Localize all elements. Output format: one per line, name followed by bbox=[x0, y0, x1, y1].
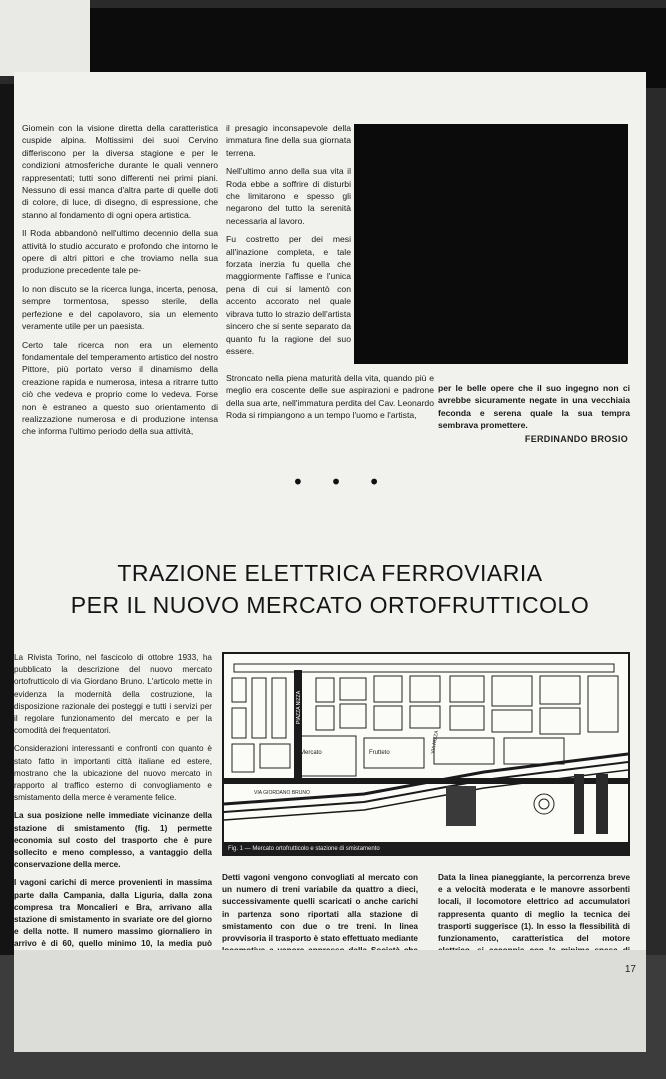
map-label-building: Frutteto bbox=[369, 750, 390, 756]
top-margin bbox=[0, 0, 90, 76]
document-page bbox=[14, 72, 646, 1052]
paragraph: Giomein con la visione diretta della caratteristica cuspide alpina. Moltissimi dei suoi Cervino differiscono per la diversa stagione e per le condizioni atmosferiche durante le quali vennero rappresentati; tutti sono differenti nei primi piani. Nessuno di essi manca d'altra parte di quelle doti di colore, di luce, di disegno, di espressione, che stanno al fondamento di ogni opera artistica. bbox=[22, 123, 218, 220]
author-signature: FERDINANDO BROSIO bbox=[524, 434, 628, 444]
paragraph: il presagio inconsapevole della immatura fine della sua giornata terrena. bbox=[226, 123, 351, 158]
article1-column-2-bottom bbox=[226, 372, 434, 428]
article1-column-3 bbox=[438, 382, 630, 438]
map-caption: Fig. 1 — Mercato ortofrutticolo e stazione di smistamento bbox=[222, 842, 630, 856]
article1-column-1 bbox=[22, 122, 218, 444]
map-label-building: Mercato bbox=[300, 750, 322, 756]
paragraph: Considerazioni interessanti e confronti con quanto è stato fatto in importanti città italiane ed estere, mostrano che la ubicazione del nuovo mercato in rapporto al traffico esterno di convogliamento e smistamento della merce è veramente felice. bbox=[14, 744, 212, 803]
paragraph: La sua posizione nelle immediate vicinanze della stazione di smistamento (fig. 1) permette economia sul costo del trasporto che è pure sollecito e meno complesso, a vantaggio della conservazione della merce. bbox=[14, 811, 212, 870]
map-drawing bbox=[224, 654, 628, 852]
site-map-figure bbox=[222, 652, 630, 854]
map-label-street: VIA GIORDANO BRUNO bbox=[254, 790, 310, 796]
paragraph: Fu costretto per dei mesi all'inazione completa, e tale forzata inerzia fu quella che maggiormente l'affisse e l'unica pena di cui si lamentò con accento accorato nel quale vibrava tutto lo strazio dell'artista sincero che si sente separato da quanto fu la ragione del suo essere. bbox=[226, 234, 351, 356]
paragraph: Il Roda abbandonò nell'ultimo decennio della sua attività lo studio accurato e profondo che intorno le opere di altri pittori e che troviamo nella sua produzione precedente tale pe- bbox=[22, 228, 218, 276]
paragraph: per le belle opere che il suo ingegno non ci avrebbe sicuramente negate in una vecchiaia feconda e serena quale la sua tempra sembrava promettere. bbox=[438, 383, 630, 431]
paragraph: Io non discuto se la ricerca lunga, incerta, penosa, sempre tormentosa, spesso sterile, della perfezione e del capolavoro, sia un elemento veramente utile per un paesista. bbox=[22, 283, 218, 332]
article-title-line-2: PER IL NUOVO MERCATO ORTOFRUTTICOLO bbox=[70, 592, 590, 618]
paragraph: Certo tale ricerca non era un elemento fondamentale del temperamento artistico del nostro Pittore, più portato verso il dinamismo della creazione rapida e numerosa, intesa a ritrarre tutto ciò che vedeva e proprio come lo vedeva. Forse non è estraneo a questo suo orientamento di realizzazione numerosa e di produzione intensa che informa l'ultimo periodo della sua attività, bbox=[22, 339, 218, 437]
paragraph: Data la linea pianeggiante, la percorrenza breve e a velocità moderata e le manovre assorbenti locali, il locomotore elettrico ad accumulatori rappresenta quanto di meglio la tecnica dei trasporti suggerisce (1). In esso la flessibilità di funzionamento, caratteristica del motore bbox=[438, 873, 630, 944]
paragraph: Nell'ultimo anno della sua vita il Roda ebbe a soffrire di disturbi che limitarono e spesso gli negarono del tutto la serenità necessaria al lavoro. bbox=[226, 166, 351, 226]
map-label-street: PIAZZA NIZZA bbox=[296, 690, 302, 724]
painting-photo bbox=[354, 124, 628, 364]
page-number: 17 bbox=[624, 964, 636, 975]
paragraph: Detti vagoni vengono convogliati al mercato con un numero di treni variabile da quattro a dieci, successivamente quelli scaricati o anche carichi in partenza sono riportati alla stazione di smistamento con due o tre treni. In linea provvisoria il trasporto è stato effettuato mediante bbox=[222, 873, 418, 944]
paragraph: I vagoni carichi di merce provenienti in massima parte dalla Campania, dalla Liguria, dalla zona compresa tra Moncalieri e Bra, arrivano alla stazione di smistamento in svariate ore del giorno e della notte. Il numero massimo giornaliero in arrivo è di 60, quello minimo 10, la media può bbox=[14, 878, 212, 949]
section-separator: • • • bbox=[292, 470, 391, 494]
article1-column-2 bbox=[226, 122, 351, 363]
page-bottom-margin bbox=[14, 950, 646, 1052]
paragraph: La Rivista Torino, nel fascicolo di ottobre 1933, ha pubblicato la descrizione del nuovo mercato ortofrutticolo di via Giordano Bruno. L'articolo mette in evidenza la modernità della costruzione, la disposizione razionale dei posteggi e tutti i servizi per il regolare funzionamento del mercato e per la comodità dei frequentatori. bbox=[14, 653, 212, 736]
paragraph: Stroncato nella piena maturità della vita, quando più e meglio era coscente delle sue aspirazioni e padrone della sua arte, nell'immatura perdita del Cav. Leonardo Roda si rimpiangono a un tempo l'uomo e l'artista, bbox=[226, 373, 434, 421]
map-label-street: VIA NIZZA bbox=[430, 730, 441, 755]
article-title-line-1: TRAZIONE ELETTRICA FERROVIARIA bbox=[117, 560, 543, 586]
